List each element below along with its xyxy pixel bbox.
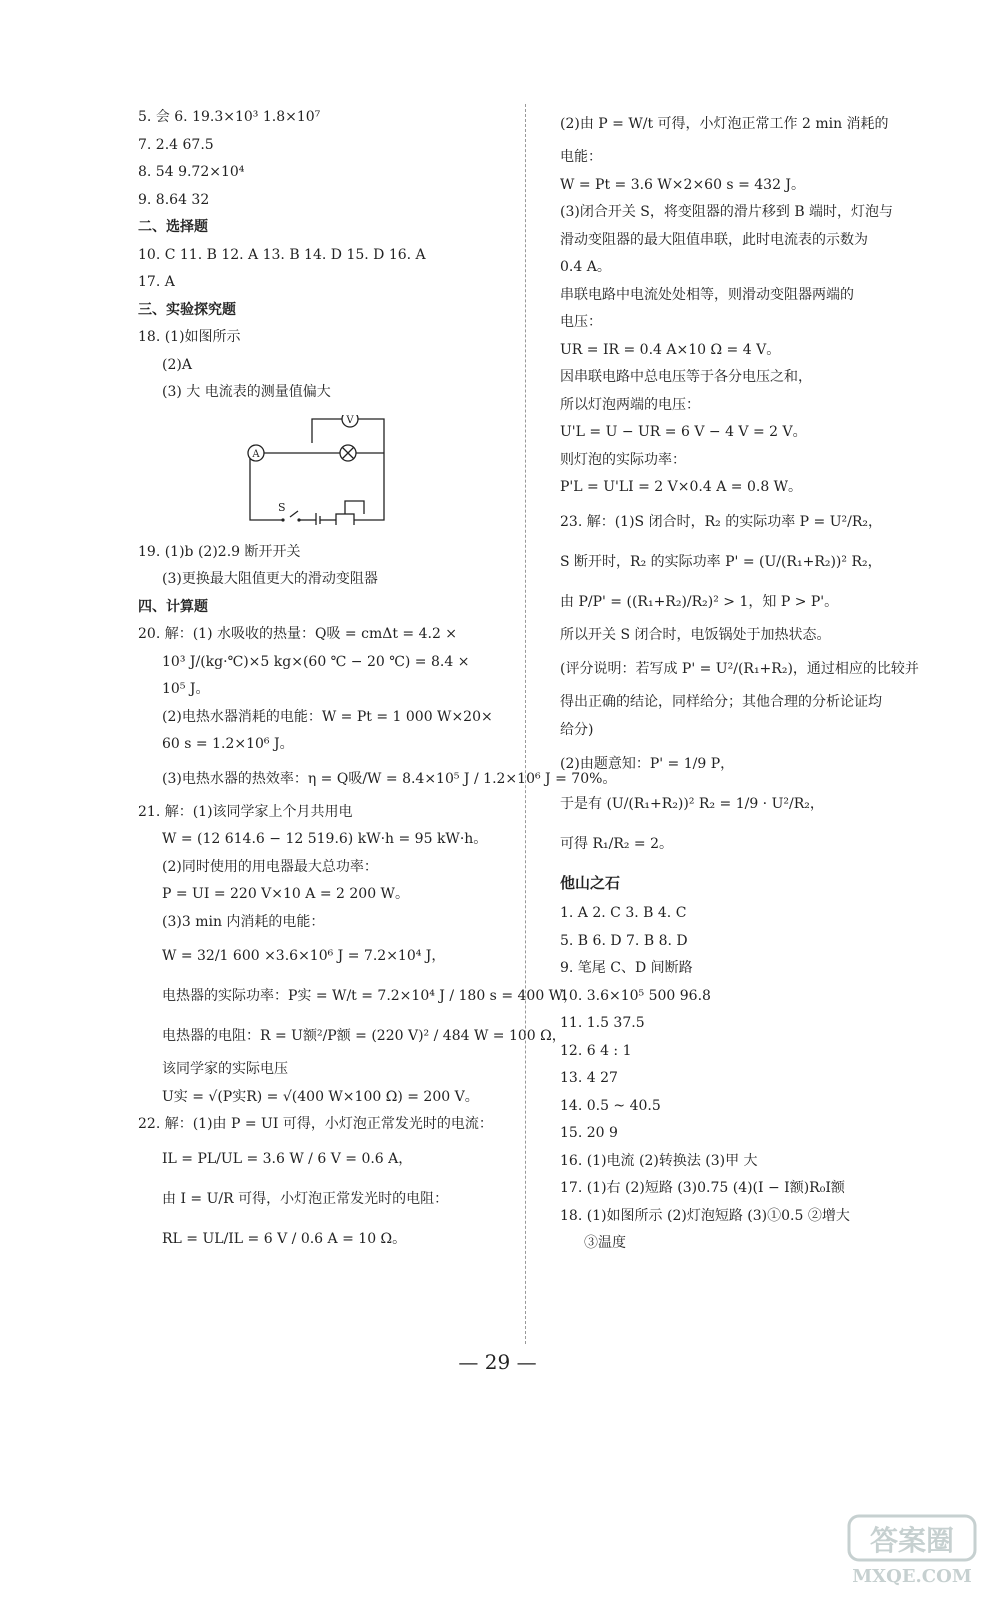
answer-line: (3) 大 电流表的测量值偏大	[162, 384, 331, 400]
answer-line: (评分说明：若写成 P' = U²/(R₁+R₂)，通过相应的比较并	[560, 661, 919, 677]
answer-line: 所以开关 S 闭合时，电饭锅处于加热状态。	[560, 626, 831, 643]
answer-line: 5. 会 6. 19.3×10³ 1.8×10⁷	[138, 109, 321, 125]
answer-line: (2)A	[162, 356, 192, 373]
answer-line: 21. 解：(1)该同学家上个月共用电	[138, 803, 353, 820]
ammeter-label: A	[252, 448, 260, 460]
answer-line: 串联电路中电流处处相等，则滑动变阻器两端的	[560, 286, 854, 303]
answer-line: 可得 R₁/R₂ = 2。	[560, 836, 674, 852]
right-column	[560, 104, 930, 1258]
answer-line: (2)同时使用的用电器最大总功率：	[162, 858, 378, 875]
answer-line: 电热器的实际功率：P实 = W/t = 7.2×10⁴ J / 180 s = 400 W，	[162, 988, 578, 1004]
answer-line: (3)更换最大阻值更大的滑动变阻器	[162, 571, 378, 587]
answer-line: 电压：	[560, 314, 602, 330]
answer-line: W = 32/1 600 ×3.6×10⁶ J = 7.2×10⁴ J，	[162, 948, 446, 964]
answer-line: 14. 0.5 ~ 40.5	[560, 1097, 661, 1114]
answer-line: 所以灯泡两端的电压：	[560, 396, 700, 413]
answer-line: 0.4 A。	[560, 259, 611, 275]
answer-line: 17. A	[138, 274, 175, 290]
answer-line: 18. (1)如图所示 (2)灯泡短路 (3)①0.5 ②增大	[560, 1207, 850, 1224]
answer-line: 电热器的电阻：R = U额²/P额 = (220 V)² / 484 W = 100 Ω，	[162, 1028, 566, 1044]
answer-line: 10. C 11. B 12. A 13. B 14. D 15. D 16. A	[138, 246, 426, 263]
answer-line: 9. 8.64 32	[138, 191, 210, 208]
answer-line: 8. 54 9.72×10⁴	[138, 164, 245, 180]
column-divider	[525, 104, 526, 1344]
answer-line: UR = IR = 0.4 A×10 Ω = 4 V。	[560, 341, 781, 358]
answer-line: P'L = U'LI = 2 V×0.4 A = 0.8 W。	[560, 479, 803, 495]
answer-line: 16. (1)电流 (2)转换法 (3)甲 大	[560, 1152, 758, 1169]
answer-line: 10³ J/(kg·℃)×5 kg×(60 ℃ − 20 ℃) = 8.4 ×	[162, 653, 470, 670]
watermark-logo	[847, 1514, 977, 1586]
answer-line: 20. 解：(1) 水吸收的热量：Q吸 = cmΔt = 4.2 ×	[138, 626, 458, 642]
answer-line: 10. 3.6×10⁵ 500 96.8	[560, 987, 711, 1004]
answer-line: 12. 6 4 : 1	[560, 1042, 632, 1059]
answer-line: 19. (1)b (2)2.9 断开开关	[138, 543, 301, 560]
answer-line: (2)由 P = W/t 可得，小灯泡正常工作 2 min 消耗的	[560, 116, 889, 132]
answer-line: 5. B 6. D 7. B 8. D	[560, 932, 688, 949]
section-heading: 四、计算题	[138, 598, 208, 615]
answer-line: 60 s = 1.2×10⁶ J。	[162, 736, 294, 752]
answer-line: S 断开时，R₂ 的实际功率 P' = (U/(R₁+R₂))² R₂，	[560, 553, 882, 570]
answer-line: 22. 解：(1)由 P = UI 可得，小灯泡正常发光时的电流：	[138, 1116, 493, 1132]
section-heading: 三、实验探究题	[138, 301, 236, 318]
answer-line: 则灯泡的实际功率：	[560, 451, 686, 468]
answer-line: 由 I = U/R 可得，小灯泡正常发光时的电阻：	[162, 1190, 449, 1207]
answer-line: 15. 20 9	[560, 1125, 618, 1141]
answer-line: 由 P/P' = ((R₁+R₂)/R₂)² > 1，知 P > P'。	[560, 593, 839, 610]
answer-line: 得出正确的结论，同样给分；其他合理的分析论证均	[560, 694, 882, 710]
voltmeter-label: V	[346, 414, 354, 426]
answer-line: 11. 1.5 37.5	[560, 1015, 645, 1031]
answer-line: W = (12 614.6 − 12 519.6) kW·h = 95 kW·h。	[162, 831, 488, 847]
answer-line: IL = PL/UL = 3.6 W / 6 V = 0.6 A，	[162, 1150, 413, 1167]
watermark-url: MXQE.COM	[852, 1566, 972, 1586]
circuit-diagram	[242, 415, 394, 525]
answer-line: 电能：	[560, 149, 602, 165]
answer-line: 18. (1)如图所示	[138, 329, 241, 345]
answer-line: (2)由题意知：P' = 1/9 P，	[560, 756, 735, 772]
page-number: — 29 —	[458, 1350, 537, 1374]
answer-line: 17. (1)右 (2)短路 (3)0.75 (4)(I − I额)R₀I额	[560, 1180, 845, 1196]
answer-line: 滑动变阻器的最大阻值串联，此时电流表的示数为	[560, 231, 868, 248]
section-heading: 二、选择题	[138, 219, 208, 235]
answer-line: 9. 笔尾 C、D 间断路	[560, 960, 693, 976]
answer-line: 给分)	[560, 721, 594, 738]
answer-line: P = UI = 220 V×10 A = 2 200 W。	[162, 886, 409, 902]
answer-line: 7. 2.4 67.5	[138, 136, 214, 153]
answer-line: 10⁵ J。	[162, 681, 210, 697]
answer-line: RL = UL/IL = 6 V / 0.6 A = 10 Ω。	[162, 1230, 407, 1247]
switch-label: S	[278, 500, 286, 514]
answer-line: ③温度	[584, 1235, 626, 1251]
answer-line: (3)闭合开关 S，将变阻器的滑片移到 B 端时，灯泡与	[560, 204, 894, 220]
answer-line: W = Pt = 3.6 W×2×60 s = 432 J。	[560, 176, 806, 193]
answer-line: 23. 解：(1)S 闭合时，R₂ 的实际功率 P = U²/R₂，	[560, 513, 882, 530]
answer-line: 1. A 2. C 3. B 4. C	[560, 905, 687, 921]
answer-line: 于是有 (U/(R₁+R₂))² R₂ = 1/9 · U²/R₂，	[560, 796, 824, 812]
answer-line: 该同学家的实际电压	[162, 1061, 288, 1077]
answer-line: (2)电热水器消耗的电能：W = Pt = 1 000 W×20×	[162, 708, 493, 725]
answer-line: 13. 4 27	[560, 1070, 618, 1086]
answer-line: (3)3 min 内消耗的电能：	[162, 913, 325, 930]
answer-line: 因串联电路中总电压等于各分电压之和，	[560, 369, 812, 385]
answer-line: U实 = √(P实R) = √(400 W×100 Ω) = 200 V。	[162, 1088, 479, 1105]
answer-line: (3)电热水器的热效率：η = Q吸/W = 8.4×10⁵ J / 1.2×10⁶ J = 70%。	[162, 770, 617, 787]
section-title: 他山之石	[560, 874, 621, 892]
answer-line: U'L = U − UR = 6 V − 4 V = 2 V。	[560, 424, 807, 440]
watermark-text: 答案圈	[869, 1524, 955, 1557]
